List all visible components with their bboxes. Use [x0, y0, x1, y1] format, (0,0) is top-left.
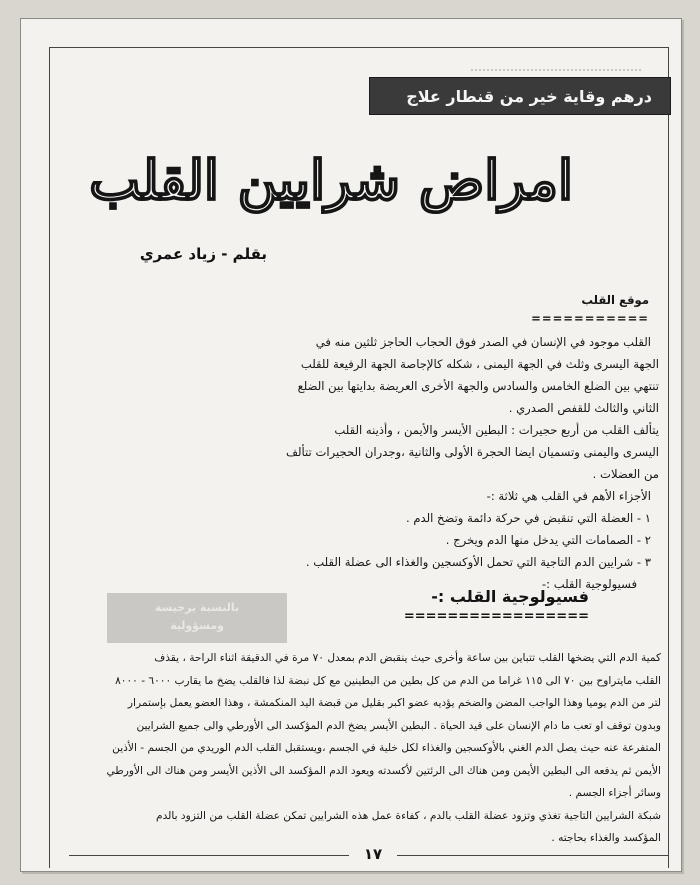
section1-column: [239, 289, 659, 595]
paragraph-line: القلب مايتراوح بين ٧٠ الى ١١٥ غراما من الدم من كل بطين من البطينين مع كل نبضة لذا فالقلب يضخ ما يقارب ٦٠٠٠ - ٨٠٠٠: [115, 674, 661, 687]
list-item: ٢ - الصمامات التي يدخل منها الدم ويخرج .: [445, 533, 651, 547]
paragraph-line: تنتهي بين الضلع الخامس والسادس والجهة الأخرى العريضة بدايتها بين الضلع: [297, 379, 659, 393]
faded-side-box: [107, 593, 287, 643]
paragraph-line: المؤكسد والغذاء بحاجته .: [551, 832, 661, 844]
physiology-title: فسيولوجية القلب :-: [431, 587, 589, 606]
side-box-line: ومسؤولية: [170, 619, 224, 632]
section1-underline: ===========: [531, 311, 649, 325]
paragraph-line: من العضلات .: [592, 467, 659, 481]
bleed-through-text: [471, 49, 641, 71]
section1-heading: موقع القلب: [581, 293, 649, 307]
paragraph-line: يتألف القلب من أربع حجيرات : البطين الأيسر والأيمن ، وأذينه القلب: [334, 423, 659, 437]
parts-heading: الأجزاء الأهم في القلب هي ثلاثة :-: [486, 489, 651, 503]
paragraph-line: شبكة الشرايين التاجية تغذي وتزود عضلة القلب بالدم ، كفاءة عمل هذه الشرايين تمكن عضلة القلب من التزود بالدم: [156, 809, 661, 822]
physiology-underline: =================: [403, 609, 589, 624]
paragraph-line: الجهة اليسرى وثلث في الجهة اليمنى ، شكله كالإجاصة الجهة الرفيعة للقلب: [300, 357, 659, 371]
list-item: ٣ - شرايين الدم التاجية التي تحمل الأوكسجين والغذاء الى عضلة القلب .: [305, 555, 651, 569]
paragraph-line: اليسرى واليمنى وتسميان ايضا الحجرة الأولى والثانية ،وجدران الحجيرات تتألف: [285, 445, 659, 459]
physiology-subheading: فسيولوجية القلب :-: [541, 577, 637, 591]
article-title: امراض شرايين القلب: [89, 148, 573, 212]
proverb-banner: درهم وقاية خير من قنطار علاج: [369, 77, 671, 115]
paragraph-line: الثاني والثالث للقفص الصدري .: [508, 401, 659, 415]
page-number: ١٧: [349, 845, 397, 863]
paragraph-line: وبدون توقف او تعب ما دام الإنسان على قيد الحياة . البطين الأيسر يضخ الدم المؤكسد الى الأورطي والى جميع الشرايين: [136, 719, 661, 732]
physiology-body: [81, 647, 661, 850]
paragraph-line: المتفرعة عنه حيث يصل الدم الغني بالأوكسجين والغذاء لكل خلية في الجسم ،ويستقبل القلب الدم الوريدي من الجسم - الأذين: [112, 742, 661, 754]
paragraph-line: وسائر أجزاء الجسم .: [568, 787, 661, 799]
paragraph-line: القلب موجود في الإنسان في الصدر فوق الحجاب الحاجز ثلثين منه في: [315, 335, 651, 349]
paragraph-line: الأيمن ثم يدفعه الى البطين الأيمن ومن هناك الى الرئتين لأكسدته ويعود الدم المؤكسد الى الأذين الأيسر ومن هناك الى الأورطي: [106, 764, 661, 777]
list-item: ١ - العضلة التي تنقبض في حركة دائمة وتضخ الدم .: [405, 511, 651, 525]
side-box-line: بالنسبة يرجيسة: [154, 601, 240, 614]
magazine-page: [20, 18, 682, 872]
paragraph-line: لتر من الدم يوميا وهذا الواجب المضن والضخم يؤديه عضو اكبر بقليل من قبضة اليد المنكمشة ، وهذا العضو يعمل بإستمرار: [127, 697, 661, 709]
paragraph-line: كمية الدم التي يضخها القلب تتباين بين ساعة وأخرى حيث ينقبض الدم بمعدل ٧٠ مرة في الدقيقة اثناء الراحة ، يقذف: [154, 652, 661, 664]
author-byline: بقلم - زياد عمري: [139, 245, 267, 263]
